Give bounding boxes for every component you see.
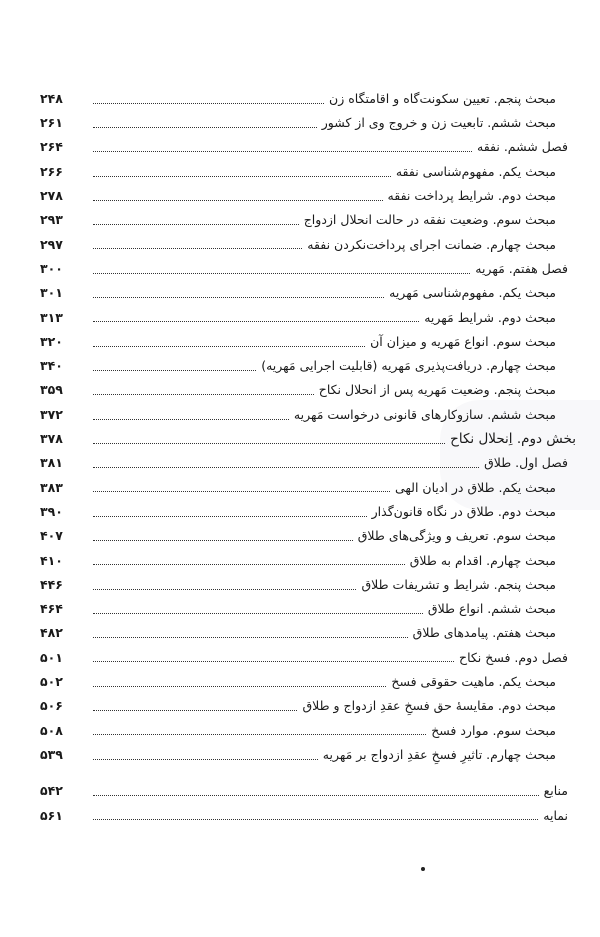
toc-entry-title: مبحث چهارم. ضمانت اجرای پرداخت‌نکردن نفقه: [307, 236, 556, 252]
toc-entry-page: ۴۴۶: [40, 576, 63, 592]
toc-entry-title: مبحث پنجم. تعیین سکونت‌گاه و اقامتگاه زن: [329, 90, 556, 106]
toc-entry[interactable]: [40, 694, 570, 718]
toc-entry-page: ۳۱۳: [40, 309, 63, 325]
toc-entry[interactable]: [40, 233, 570, 257]
leader-dots: [93, 102, 324, 104]
leader-dots: [93, 636, 408, 638]
toc-entry-page: ۳۹۰: [40, 503, 63, 519]
leader-dots: [93, 320, 419, 322]
leader-dots: [93, 758, 318, 760]
toc-entry-title: مبحث یکم. مفهوم‌شناسی نفقه: [395, 163, 556, 179]
leader-dots: [93, 150, 472, 152]
toc-entry[interactable]: [40, 646, 570, 670]
leader-dots: [93, 296, 384, 298]
toc-entry-title: بخش دوم. اِنحلال نکاح: [450, 430, 576, 447]
toc-entry-title: فصل اول. طلاق: [484, 455, 568, 471]
toc-entry-sources[interactable]: [40, 779, 570, 803]
leader-dots: [93, 733, 426, 735]
toc-entry[interactable]: [40, 111, 570, 135]
toc-entry-page: ۲۶۴: [40, 139, 63, 155]
section-gap: [40, 767, 570, 779]
toc-entry-page: ۲۹۳: [40, 212, 63, 228]
toc-entry-title: فصل دوم. فسخ نکاح: [459, 649, 568, 665]
toc-entry-page: ۳۴۰: [40, 358, 63, 374]
toc-entry[interactable]: [40, 136, 570, 160]
toc-entry-title: مبحث چهارم. تاثیرِ فسخِ عقدِ ازدواج بر مَهریه: [322, 746, 556, 762]
toc-entry-title: مبحث دوم. مقایسهٔ حق فسخِ عقدِ ازدواج و طلاق: [302, 698, 556, 714]
toc-entry-page: ۴۱۰: [40, 552, 63, 568]
toc-entry-page: ۵۴۲: [40, 783, 63, 799]
toc-entry-page: ۲۶۱: [40, 115, 63, 131]
leader-dots: [93, 247, 302, 249]
toc-entry-part[interactable]: [40, 427, 576, 451]
toc-entry[interactable]: [40, 670, 570, 694]
toc-entry[interactable]: [40, 549, 570, 573]
toc-entry[interactable]: [40, 573, 570, 597]
leader-dots: [93, 223, 299, 225]
toc-entry[interactable]: [40, 87, 570, 111]
toc-entry-page: ۳۰۰: [40, 260, 63, 276]
toc-entry-page: ۵۰۱: [40, 649, 63, 665]
toc-entry[interactable]: [40, 330, 570, 354]
toc-entry-title: مبحث ششم. انواع طلاق: [427, 601, 556, 617]
toc-entry-index[interactable]: [40, 804, 570, 828]
toc-entry-page: ۵۰۲: [40, 674, 63, 690]
toc-entry-page: ۵۰۶: [40, 698, 63, 714]
toc-entry-title: مبحث دوم. طلاق در نگاه قانون‌گذار: [371, 503, 556, 519]
toc-entry-title: نمایه: [543, 807, 568, 823]
toc-entry-title: مبحث یکم. طلاق در ادیان الهی: [394, 479, 556, 495]
toc-entry[interactable]: [40, 354, 570, 378]
leader-dots: [93, 818, 538, 820]
leader-dots: [93, 418, 289, 420]
leader-dots: [93, 612, 423, 614]
toc-entry[interactable]: [40, 184, 570, 208]
toc-entry-page: ۵۰۸: [40, 722, 63, 738]
toc-entry-page: ۳۰۱: [40, 285, 63, 301]
toc-entry[interactable]: [40, 524, 570, 548]
leader-dots: [93, 709, 297, 711]
toc-entry[interactable]: [40, 500, 570, 524]
leader-dots: [93, 272, 470, 274]
toc-entry[interactable]: [40, 379, 570, 403]
leader-dots: [93, 539, 353, 541]
leader-dots: [93, 126, 317, 128]
leader-dots: [93, 175, 391, 177]
leader-dots: [93, 563, 405, 565]
table-of-contents: [40, 87, 576, 828]
toc-entry-title: مبحث سوم. تعریف و ویژگی‌های طلاق: [357, 528, 556, 544]
toc-entry-title: مبحث ششم. سازوکارهای قانونی درخواست مَهریه: [293, 406, 556, 422]
toc-entry-page: ۴۰۷: [40, 528, 63, 544]
toc-entry-page: ۳۲۰: [40, 333, 63, 349]
toc-entry[interactable]: [40, 597, 570, 621]
leader-dots: [93, 199, 383, 201]
toc-entry-page: ۳۸۱: [40, 455, 63, 471]
toc-entry[interactable]: [40, 476, 570, 500]
toc-entry[interactable]: [40, 208, 570, 232]
toc-entry[interactable]: [40, 743, 570, 767]
toc-entry[interactable]: [40, 281, 570, 305]
toc-entry-page: ۲۷۸: [40, 188, 63, 204]
toc-entry-title: مبحث دوم. شرایط پرداخت نفقه: [387, 188, 556, 204]
toc-entry-page: ۳۸۳: [40, 479, 63, 495]
leader-dots: [93, 369, 256, 371]
toc-entry-title: فصل هفتم. مَهریه: [475, 260, 568, 276]
toc-entry-title: مبحث یکم. مفهوم‌شناسی مَهریه: [389, 285, 556, 301]
toc-entry-title: مبحث پنجم. وضعیت مَهریه پس از انحلال نکاح: [318, 382, 556, 398]
leader-dots: [93, 466, 479, 468]
leader-dots: [93, 588, 356, 590]
leader-dots: [93, 685, 386, 687]
toc-entry[interactable]: [40, 451, 570, 475]
toc-entry-title: مبحث ششم. تابعیت زن و خروج وی از کشور: [321, 115, 556, 131]
toc-entry[interactable]: [40, 306, 570, 330]
page-dot-mark: [421, 867, 425, 871]
toc-entry-page: ۳۵۹: [40, 382, 63, 398]
leader-dots: [93, 794, 539, 796]
toc-entry-page: ۴۶۴: [40, 601, 63, 617]
toc-entry-page: ۴۸۲: [40, 625, 63, 641]
toc-entry-page: ۲۴۸: [40, 90, 63, 106]
leader-dots: [93, 660, 454, 662]
leader-dots: [93, 515, 367, 517]
toc-entry-title: مبحث دوم. شرایط مَهریه: [424, 309, 556, 325]
toc-entry-page: ۵۳۹: [40, 746, 63, 762]
toc-entry-title: مبحث هفتم. پیامدهای طلاق: [412, 625, 556, 641]
toc-entry-title: مبحث چهارم. اقدام به طلاق: [409, 552, 556, 568]
toc-entry[interactable]: [40, 160, 570, 184]
toc-entry-page: ۳۷۲: [40, 406, 63, 422]
toc-entry[interactable]: [40, 403, 570, 427]
leader-dots: [93, 393, 314, 395]
leader-dots: [93, 345, 365, 347]
toc-entry-page: ۲۹۷: [40, 236, 63, 252]
toc-entry-title: منابع: [543, 783, 568, 799]
toc-entry-page: ۵۶۱: [40, 807, 63, 823]
toc-entry-page: ۲۶۶: [40, 163, 63, 179]
toc-entry-title: فصل ششم. نفقه: [477, 139, 568, 155]
toc-entry-title: مبحث چهارم. دریافت‌پذیری مَهریه (قابلیت اجرایی مَهریه): [261, 358, 556, 374]
toc-entry-page: ۳۷۸: [40, 431, 63, 447]
toc-entry-title: مبحث سوم. موارد فسخ: [431, 722, 556, 738]
leader-dots: [93, 490, 390, 492]
toc-entry[interactable]: [40, 719, 570, 743]
toc-entry[interactable]: [40, 622, 570, 646]
leader-dots: [93, 442, 445, 444]
toc-entry[interactable]: [40, 257, 570, 281]
toc-entry-title: مبحث سوم. انواع مَهریه و میزان آن: [370, 333, 556, 349]
toc-entry-title: مبحث سوم. وضعیت نفقه در حالت انحلال ازدواج: [303, 212, 556, 228]
toc-entry-title: مبحث یکم. ماهیت حقوقی فسخ: [391, 674, 556, 690]
toc-entry-title: مبحث پنجم. شرایط و تشریفات طلاق: [361, 576, 556, 592]
